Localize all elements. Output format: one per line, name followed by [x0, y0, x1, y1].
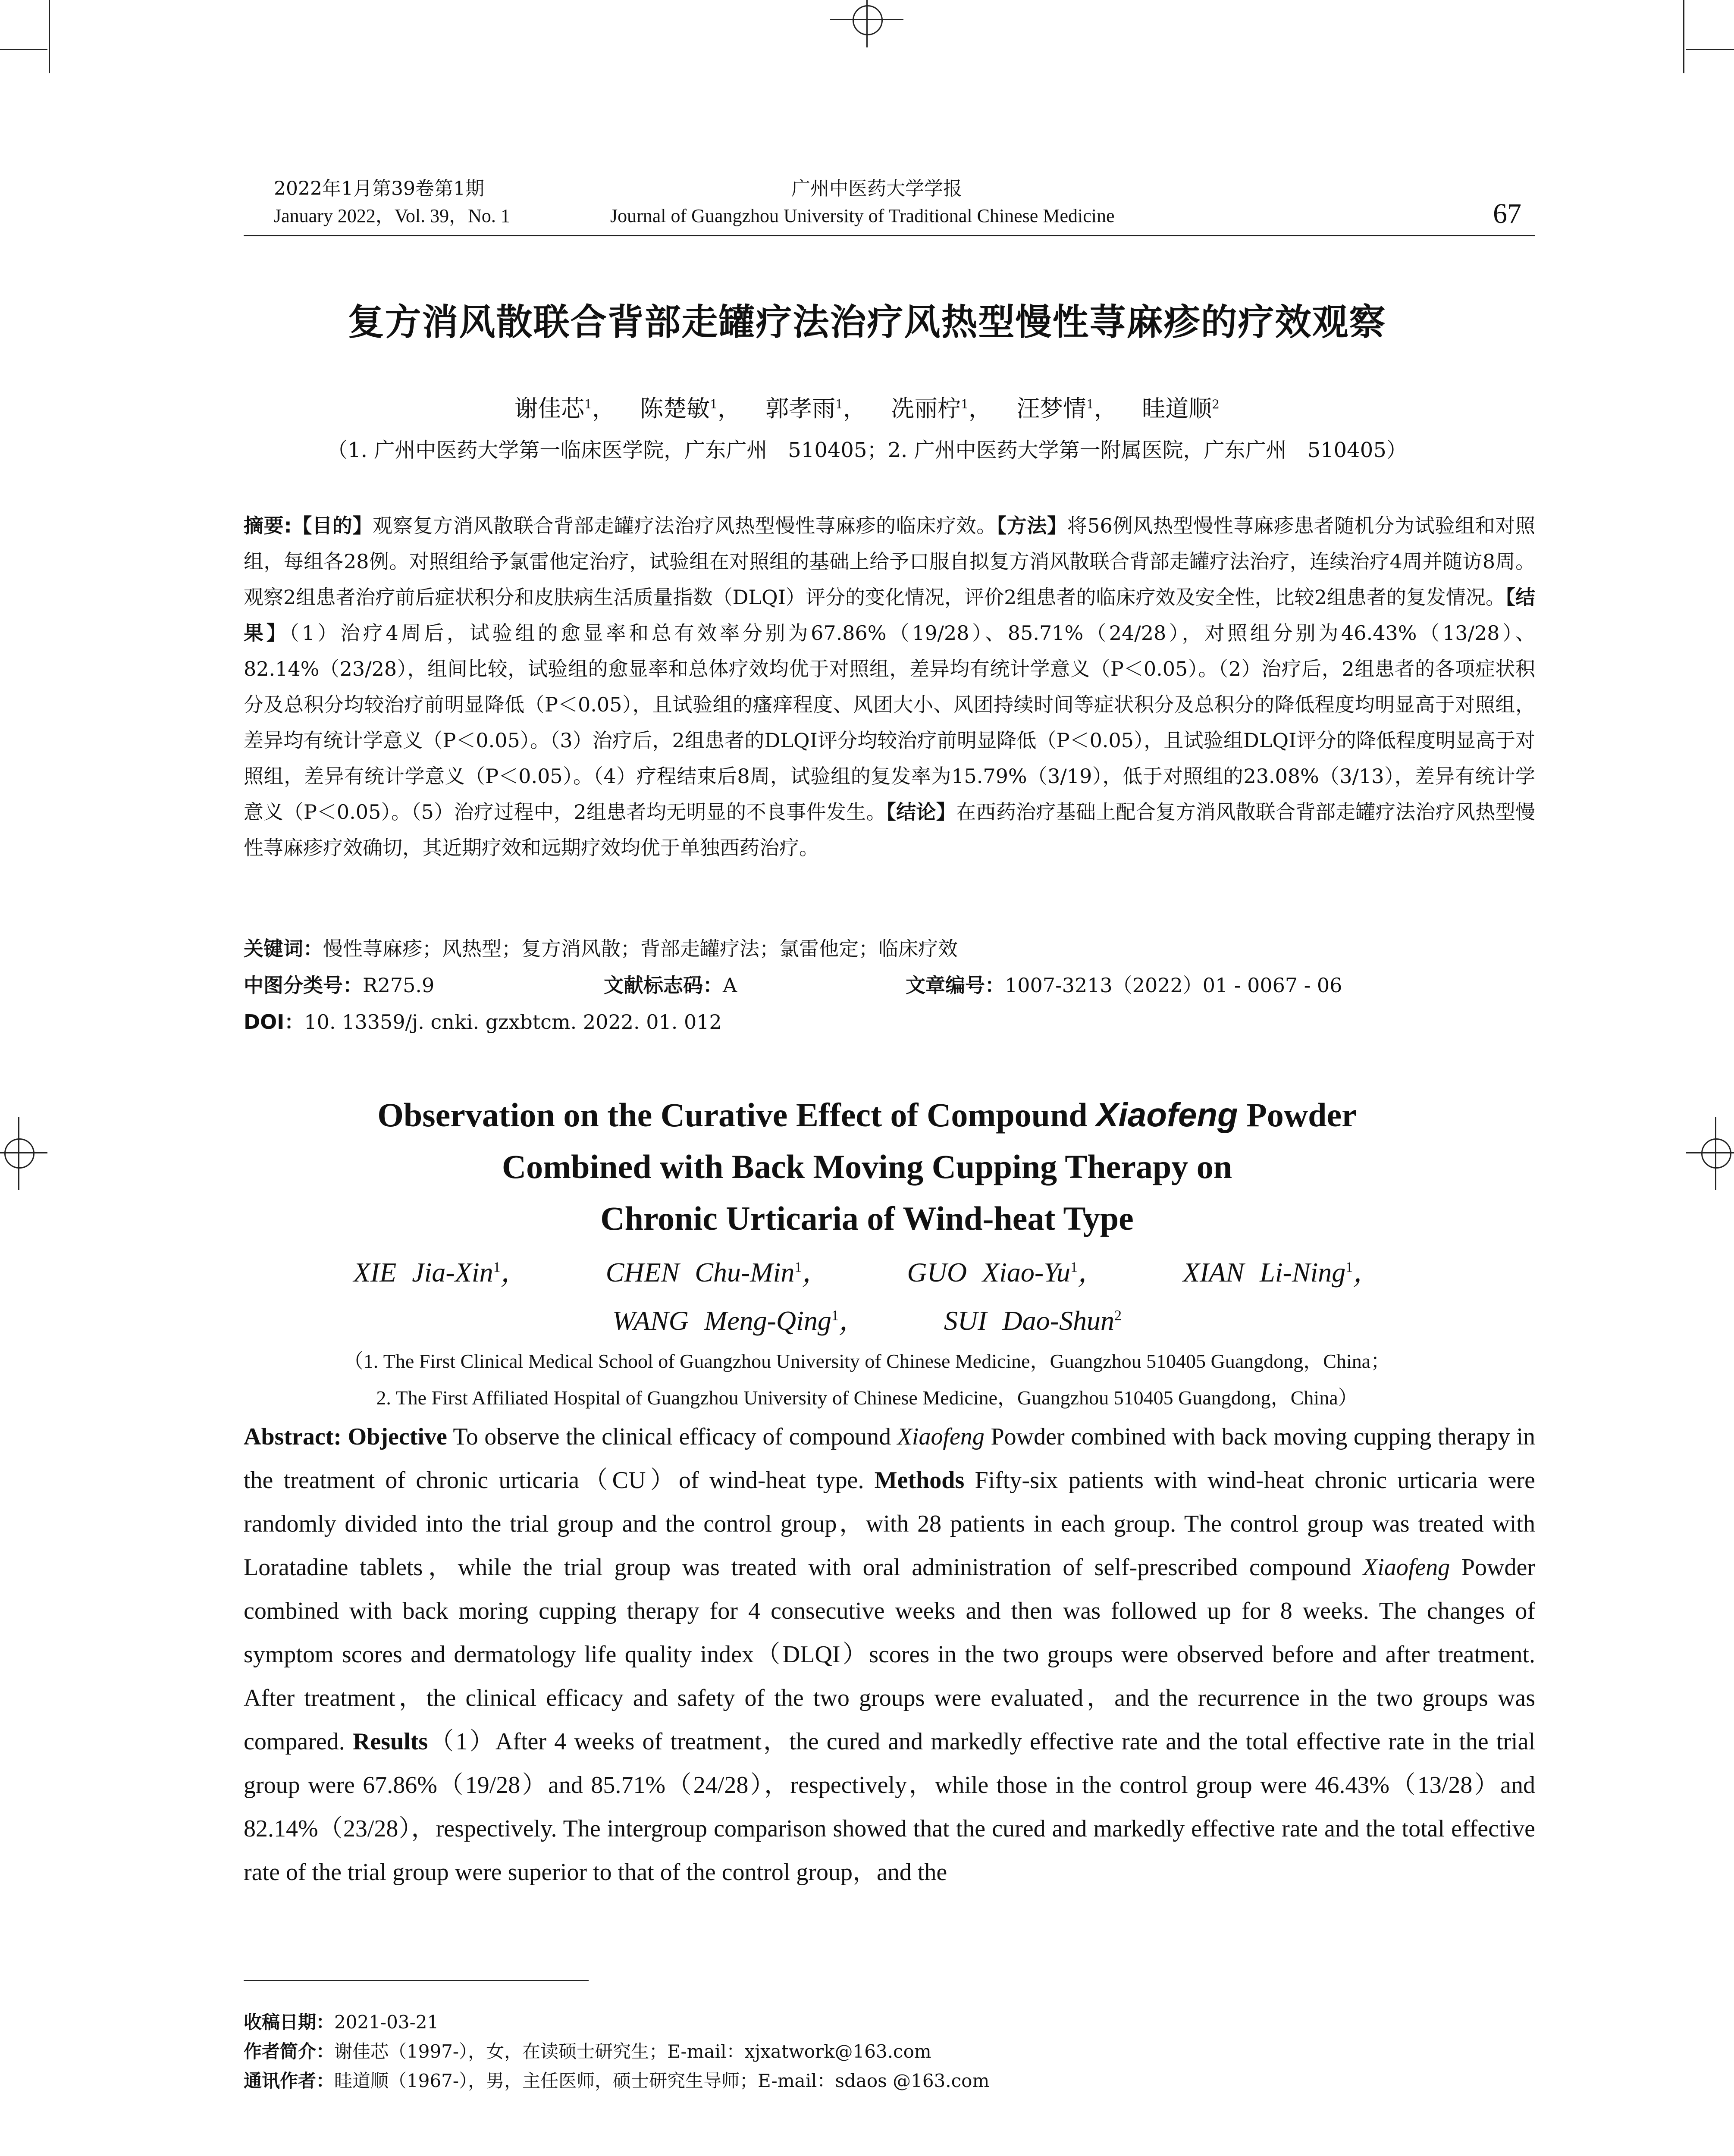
header-rule	[244, 235, 1535, 236]
objective-en-label: Objective	[348, 1423, 447, 1450]
clc-number: 中图分类号：R275.9	[244, 974, 435, 997]
author-cn: 谢佳芯$^1$，	[514, 395, 615, 422]
title-en-line2: Combined with Back Moving Cupping Therapy on	[502, 1148, 1232, 1185]
abstract-en: Abstract: Objective To observe the clinical efficacy of compound Xiaofeng Powder combined with back moving cupping therapy in the treatment of chronic urticaria（CU）of wind-heat type. Methods Fifty-six patients with wind-heat chronic urticaria were randomly divided into the trial group and the control group，with 28 patients in each group. The control group was treated with Loratadine tablets，while the trial group was treated with oral administration of self-prescribed compound Xiaofeng Powder combined with back moring cupping therapy for 4 consecutive weeks and then was followed up for 8 weeks. The changes of symptom scores and dermatology life quality index（DLQI）scores in the two groups were observed before and after treatment. After treatment，the clinical efficacy and safety of the two groups were evaluated，and the recurrence in the two groups was compared. Results（1）After 4 weeks of treatment，the cured and markedly effective rate and the total effective rate in the trial group were 67.86%（19/28）and 85.71%（24/28），respectively，while those in the control group were 46.43%（13/28）and 82.14%（23/28），respectively. The intergroup comparison showed that the cured and markedly effective rate and the total effective rate of the trial group were superior to that of the control group，and the	[244, 1423, 1536, 1886]
crop-mark	[1683, 0, 1684, 73]
crop-mark	[1686, 49, 1734, 50]
author-cn: 汪梦情$^1$，	[1016, 395, 1117, 422]
affiliation-cn: （1. 广州中医药大学第一临床医学院，广东广州 510405；2. 广州中医药大学第一附属医院，广东广州 510405）	[327, 438, 1407, 462]
conclusion-label: 【结论】	[886, 800, 956, 824]
document-code: 文献标志码：A	[604, 974, 737, 997]
author-cn: 冼丽柠$^1$，	[891, 395, 992, 422]
abstract-cn	[244, 508, 1535, 866]
author-cn: 陈楚敏$^1$，	[640, 395, 741, 422]
author-bio: 作者简介：谢佳芯（1997-），女，在读硕士研究生；E-mail：xjxatwork@163.com	[244, 2041, 931, 2062]
journal-title-cn: 广州中医药大学学报	[791, 178, 962, 200]
crop-mark	[0, 49, 47, 50]
conclusion-text: 在西药治疗基础上配合复方消风散联合背部走罐疗法治疗风热型慢性荨麻疹疗效确切，其近期疗效和远期疗效均优于单独西药治疗。	[244, 800, 1536, 859]
article-number: 文章编号：1007-3213（2022）01 - 0067 - 06	[906, 974, 1342, 997]
objective-text: 观察复方消风散联合背部走罐疗法治疗风热型慢性荨麻疹的临床疗效。	[373, 514, 997, 537]
affiliation-en-line1: （1. The First Clinical Medical School of Guangzhou University of Chinese Medicine，Guangzhou 510405 Guangdong，China；	[343, 1350, 1391, 1372]
author-en: CHEN Chu-Min$^1$，	[605, 1257, 830, 1288]
methods-label: 【方法】	[996, 514, 1067, 537]
issue-cn: 2022年1月第39卷第1期	[274, 178, 484, 200]
author-en: XIAN Li-Ning$^1$，	[1182, 1257, 1381, 1288]
objective-label: 【目的】	[292, 514, 373, 537]
corresponding-author: 通讯作者：眭道顺（1967-），男，主任医师，硕士研究生导师；E-mail：sdaos @163.com	[244, 2070, 990, 2091]
methods-en-label: Methods	[874, 1467, 965, 1494]
received-date: 收稿日期：2021-03-21	[244, 2012, 439, 2033]
affiliation-en-line2: 2. The First Affiliated Hospital of Guangzhou University of Chinese Medicine，Guangzhou 510405 Guangdong，China）	[376, 1387, 1358, 1409]
title-en	[0, 1089, 1734, 1244]
author-cn: 郭孝雨$^1$，	[765, 395, 866, 422]
authors-cn	[0, 390, 1734, 423]
title-en-line3: Chronic Urticaria of Wind-heat Type	[600, 1200, 1134, 1237]
title-cn: 复方消风散联合背部走罐疗法治疗风热型慢性荨麻疹的疗效观察	[348, 301, 1386, 343]
methods-text: 将56例风热型慢性荨麻疹患者随机分为试验组和对照组，每组各28例。对照组给予氯雷他定治疗，试验组在对照组的基础上给予口服自拟复方消风散联合背部走罐疗法治疗，连续治疗4周并随访8周。观察2组患者治疗前后症状积分和皮肤病生活质量指数（DLQI）评分的变化情况，评价2组患者的临床疗效及安全性，比较2组患者的复发情况。	[244, 514, 1536, 609]
keywords	[244, 936, 958, 962]
results-label: 【结果】	[244, 586, 1535, 645]
abstract-label: 摘要:	[244, 514, 292, 537]
author-en: WANG Meng-Qing$^1$，	[612, 1305, 866, 1336]
keywords-label: 关键词：	[244, 937, 323, 960]
title-en-line1: Observation on the Curative Effect of Compound Xiaofeng Powder	[377, 1096, 1357, 1134]
results-en-label: Results	[352, 1728, 428, 1755]
page-number: 67	[1493, 198, 1521, 229]
author-en: GUO Xiao-Yu$^1$，	[907, 1257, 1105, 1288]
abstract-en-label: Abstract:	[244, 1423, 342, 1450]
author-en: XIE Jia-Xin$^1$，	[353, 1257, 528, 1288]
journal-title-en: Journal of Guangzhou University of Traditional Chinese Medicine	[610, 205, 1115, 226]
doi: DOI：10. 13359/j. cnki. gzxbtcm. 2022. 01. 012	[244, 1010, 722, 1034]
results-text: （1）治疗4周后，试验组的愈显率和总有效率分别为67.86%（19/28）、85.71%（24/28），对照组分别为46.43%（13/28）、82.14%（23/28），组间比较，试验组的愈显率和总体疗效均优于对照组，差异均有统计学意义（P＜0.05）。（2）治疗后，2组患者的各项症状积分及总积分均较治疗前明显降低（P＜0.05），且试验组的瘙痒程度、风团大小、风团持续时间等症状积分及总积分的降低程度均明显高于对照组，差异均有统计学意义（P＜0.05）。（3）治疗后，2组患者的DLQI评分均较治疗前明显降低（P＜0.05），且试验组DLQI评分的降低程度明显高于对照组，差异有统计学意义（P＜0.05）。（4）疗程结束后8周，试验组的复发率为15.79%（3/19），低于对照组的23.08%（3/13），差异有统计学意义（P＜0.05）。（5）治疗过程中，2组患者均无明显的不良事件发生。	[244, 621, 1536, 824]
authors-en	[0, 1246, 1734, 1342]
crop-mark	[49, 0, 50, 73]
footnote-rule	[244, 1980, 589, 1981]
author-cn: 眭道顺$^2$	[1142, 395, 1220, 422]
issue-en: January 2022，Vol. 39，No. 1	[274, 205, 510, 226]
keywords-text: 慢性荨麻疹；风热型；复方消风散；背部走罐疗法；氯雷他定；临床疗效	[323, 937, 958, 960]
author-en: SUI Dao-Shun$^2$	[944, 1305, 1122, 1336]
